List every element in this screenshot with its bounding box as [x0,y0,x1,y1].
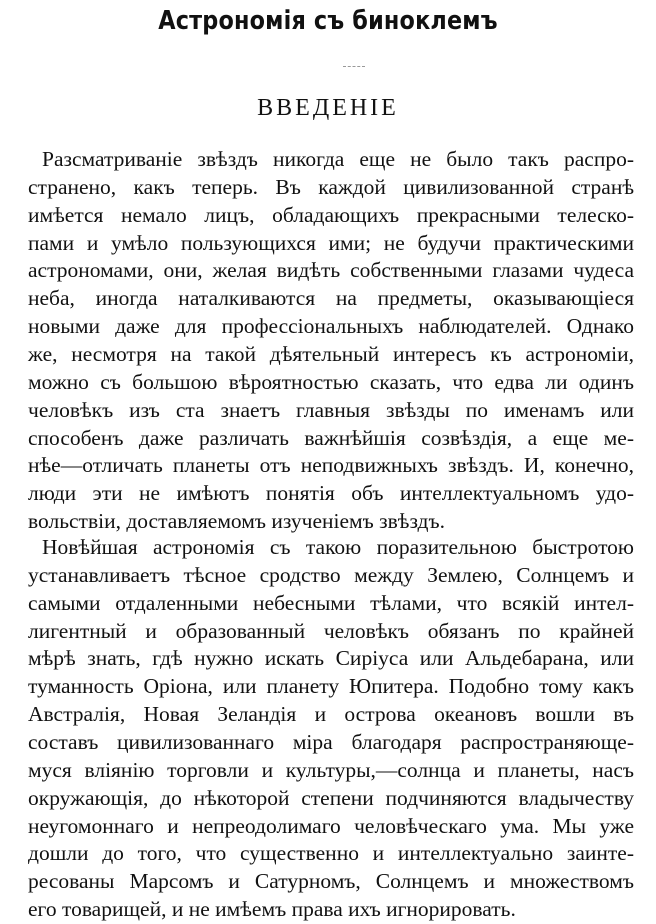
text-line: способенъ даже различать важнѣйшія созвѣздія, а еще ме- [28,425,634,450]
text-line: же, несмотря на такой дѣятельный интересъ къ астрономіи, [28,341,634,366]
text-line: его товарищей, и не имѣемъ права ихъ игнорировать. [28,897,516,922]
text-line: нѣе—отличать планеты отъ неподвижныхъ звѣздъ. И, конечно, [28,453,634,478]
text-line: дошли до того, что существенно и интеллектуально заинте- [28,841,634,866]
text-line: составъ цивилизованнаго міра благодаря распространяюще- [28,729,634,754]
section-heading: ВВЕДЕНІЕ [257,95,399,121]
text-line: ресованы Марсомъ и Сатурномъ, Солнцемъ и множествомъ [28,869,634,894]
text-line: можно съ большою вѣроятностью сказать, что едва ли одинъ [28,369,634,394]
text-line: Разсматриваніе звѣздъ никогда еще не было такъ распро- [42,147,634,171]
text-line: имѣется немало лицъ, обладающихъ прекрасными телеско- [28,202,634,227]
text-line: мѣрѣ знать, гдѣ нужно искать Сиріуса или Альдебарана, или [28,646,634,671]
text-line: неугомоннаго и непреодолимаго человѣческаго ума. Мы уже [28,813,634,838]
text-line: странено, какъ теперь. Въ каждой цивилизованной странѣ [28,174,634,199]
text-line: человѣкъ изъ ста знаетъ главныя звѣзды по именамъ или [28,397,634,422]
text-line: новыми даже для профессіональныхъ наблюдателей. Однако [28,314,634,339]
text-line: самыми отдаленными небесными тѣлами, что всякій интел- [28,590,634,615]
text-line: Австралія, Новая Зеландія и острова океановъ вошли въ [28,702,634,727]
text-line: туманность Оріона, или планету Юпитера. Подобно тому какъ [28,674,634,699]
text-line: вольствіи, доставляемомъ изученіемъ звѣздъ. [28,509,445,534]
chapter-title: Астрономія съ биноклемъ [158,6,498,36]
text-line: устанавливаетъ тѣсное сродство между Землею, Солнцемъ и [28,562,634,587]
text-line: астрономами, они, желая видѣть собственными глазами чудеса [28,258,634,283]
title-divider [343,66,365,67]
text-line: люди эти не имѣютъ понятія объ интеллектуальномъ удо- [28,481,634,506]
text-line: лигентный и образованный человѣкъ обязанъ по крайней [28,618,634,643]
text-line: неба, иногда наталкиваются на предметы, оказывающіеся [28,286,634,311]
text-line: пами и умѣло пользующихся ими; не будучи практическими [28,230,634,255]
text-line: Новѣйшая астрономія съ такою поразительною быстротою [42,535,634,559]
text-line: муся вліянію торговли и культуры,—солнца и планеты, насъ [28,757,634,782]
text-line: окружающія, до нѣкоторой степени подчиняются владычеству [28,785,634,810]
